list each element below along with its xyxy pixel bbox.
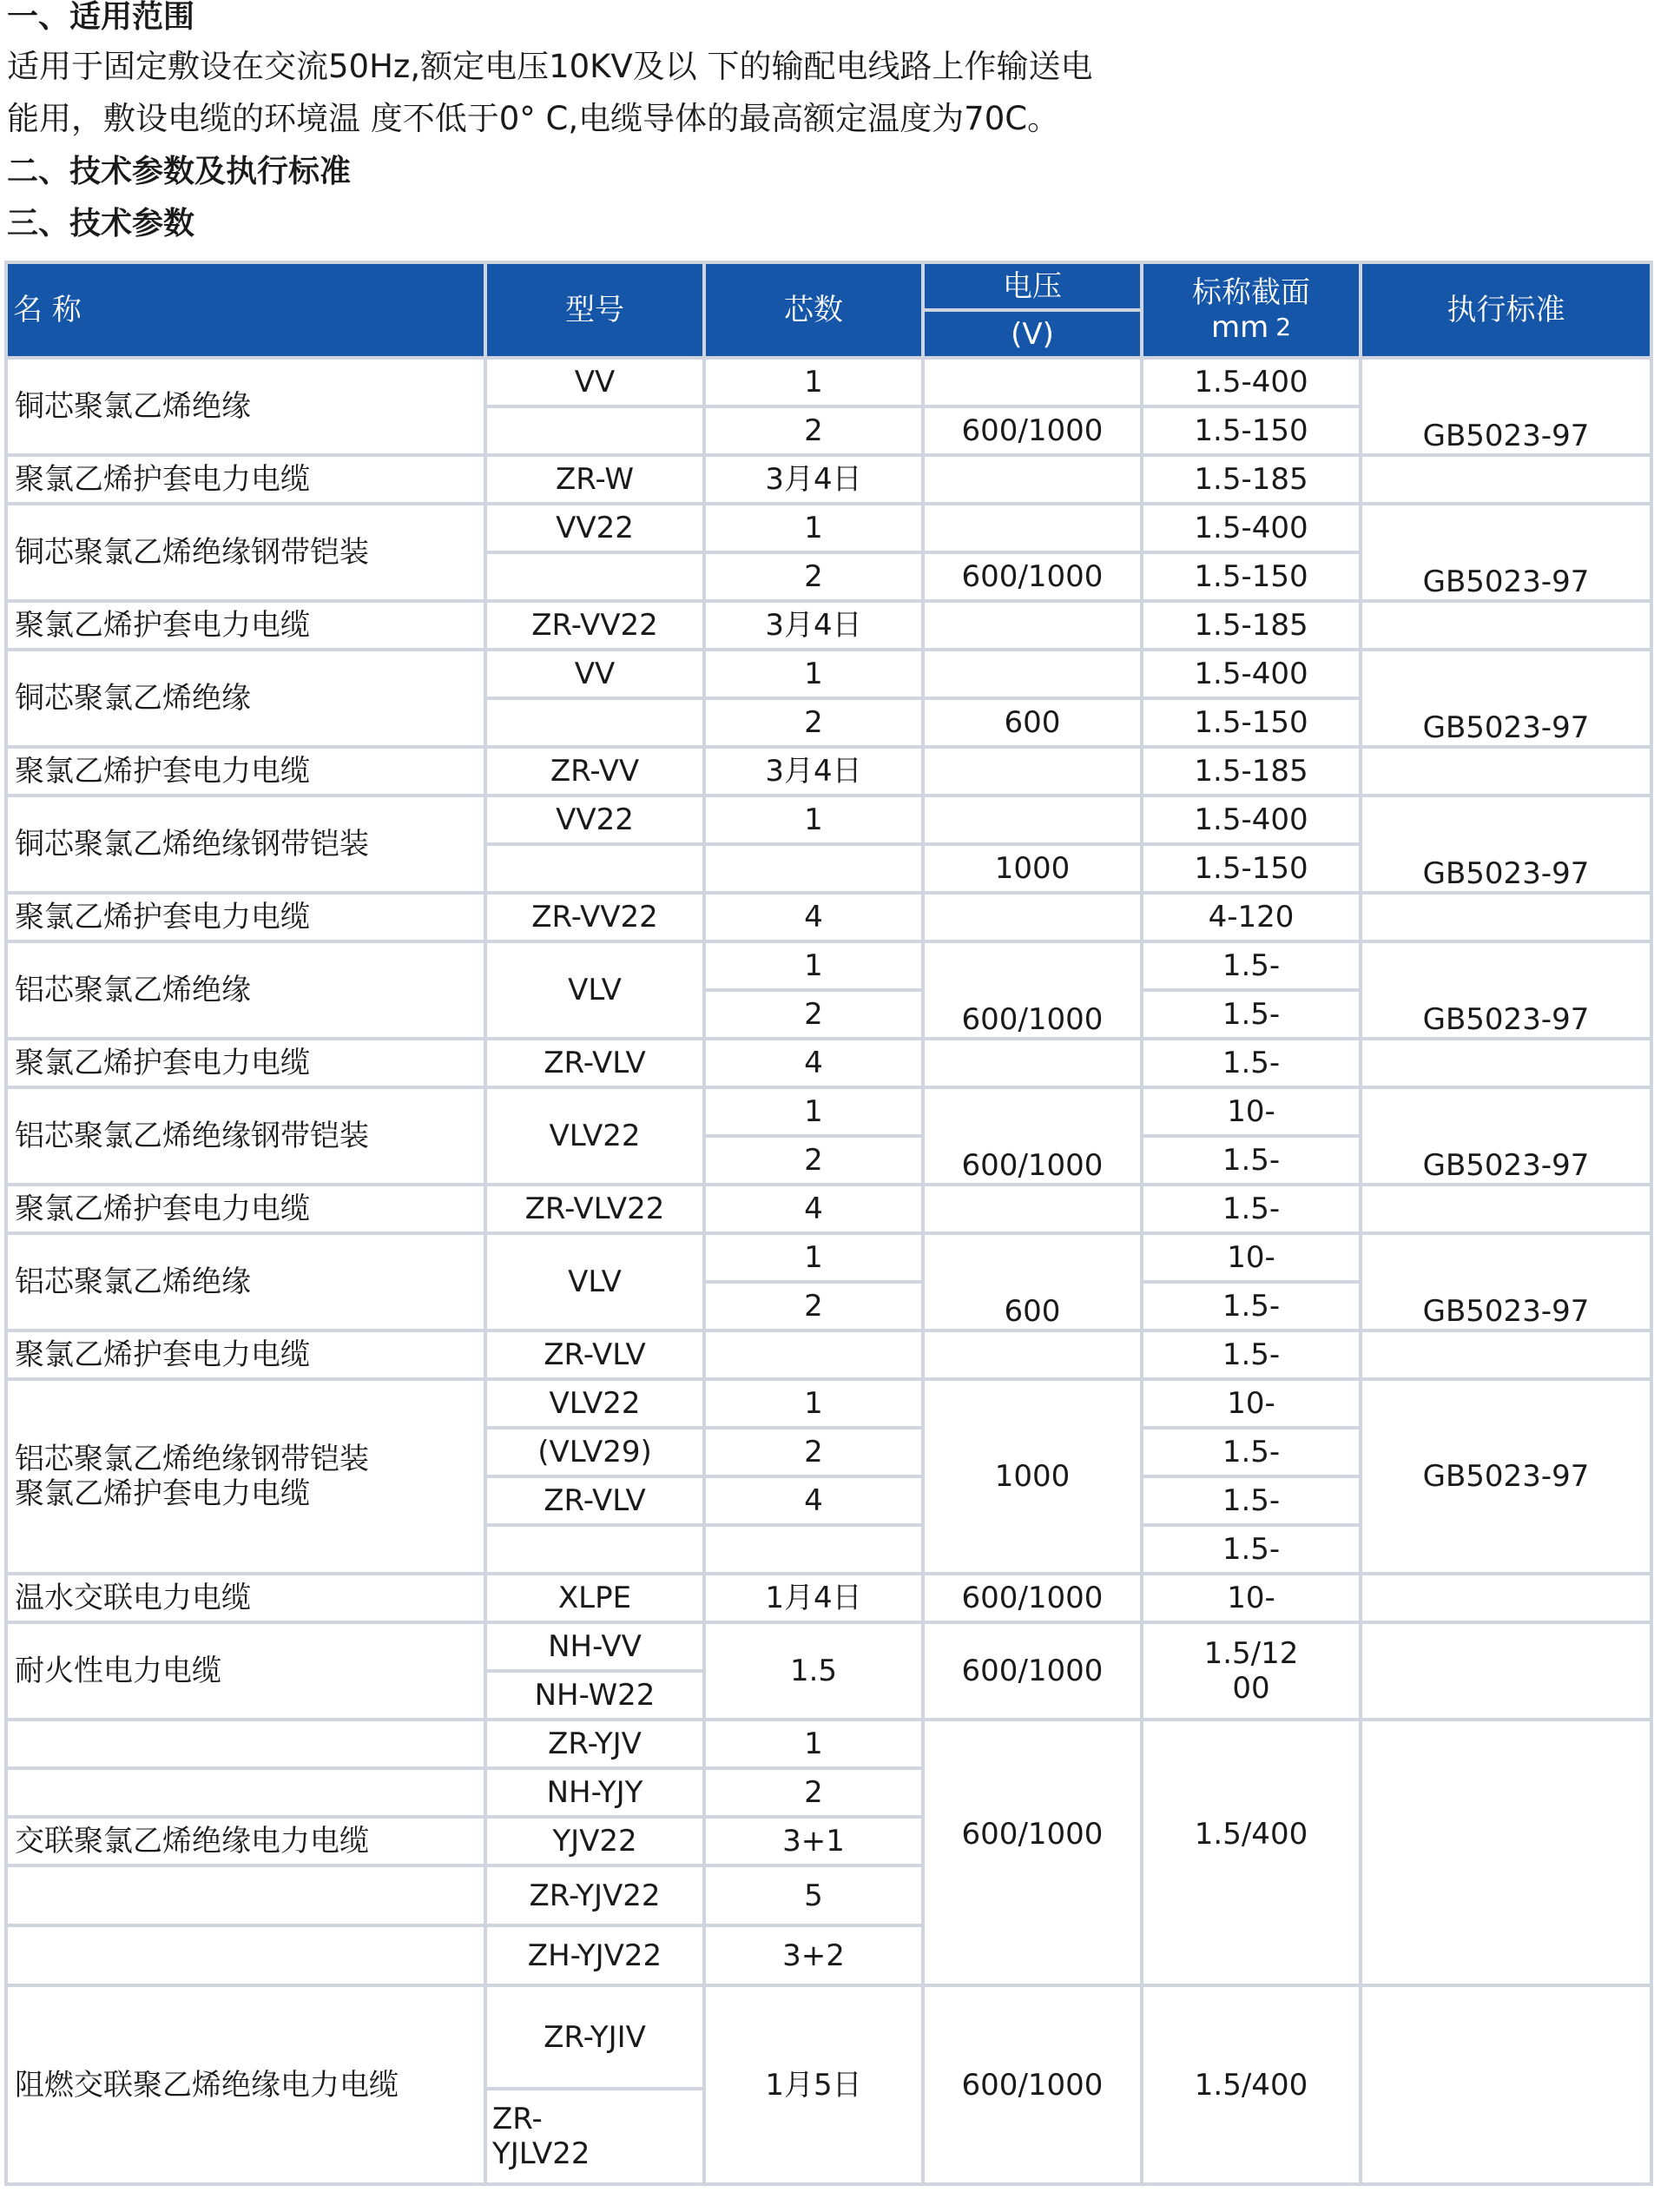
table-row bbox=[6, 601, 1651, 650]
cell-section: 1.5-400 bbox=[1142, 650, 1361, 698]
cell-cores: 2 bbox=[704, 698, 923, 747]
cell-name bbox=[6, 1379, 485, 1574]
header-standard: 执行标准 bbox=[1361, 262, 1651, 358]
cell-section: 1.5/400 bbox=[1142, 1985, 1361, 2184]
table-row bbox=[6, 358, 1651, 406]
cell-voltage bbox=[923, 1039, 1142, 1087]
cell-section: 10- bbox=[1142, 1087, 1361, 1136]
cell-section-line2: 00 bbox=[1232, 1671, 1270, 1706]
table-row bbox=[6, 1574, 1651, 1622]
table-header bbox=[6, 262, 1651, 358]
cell-voltage bbox=[923, 893, 1142, 941]
cell-section: 1.5-400 bbox=[1142, 796, 1361, 844]
cell-cores: 4 bbox=[704, 1039, 923, 1087]
cell-cores: 1月5日 bbox=[704, 1985, 923, 2184]
cell-name: 铝芯聚氯乙烯绝缘钢带铠装 bbox=[6, 1087, 485, 1185]
cell-model: ZR-YJV bbox=[485, 1720, 704, 1768]
cell-model: NH-VV bbox=[485, 1622, 704, 1671]
cell-model: ZR-VV bbox=[485, 747, 704, 796]
cell-cores bbox=[704, 844, 923, 893]
cell-voltage: 600/1000 bbox=[923, 1985, 1142, 2184]
table-row bbox=[6, 504, 1651, 552]
cell-cores: 1 bbox=[704, 504, 923, 552]
table-row bbox=[6, 1379, 1651, 1428]
table-row bbox=[6, 1720, 1651, 1768]
cell-standard bbox=[1361, 1574, 1651, 1622]
cell-section: 1.5-400 bbox=[1142, 358, 1361, 406]
cell-section: 1.5- bbox=[1142, 1525, 1361, 1574]
cell-standard bbox=[1361, 601, 1651, 650]
cell-name bbox=[6, 1925, 485, 1985]
table-row bbox=[6, 893, 1651, 941]
cell-section: 1.5- bbox=[1142, 1185, 1361, 1233]
header-voltage-unit: (V) bbox=[923, 310, 1142, 358]
cell-model: (VLV29) bbox=[485, 1428, 704, 1476]
header-section-label: 标称截面 bbox=[1192, 275, 1310, 310]
cell-model: NH-YJY bbox=[485, 1768, 704, 1817]
header-name: 名 称 bbox=[6, 262, 485, 358]
table-row bbox=[6, 455, 1651, 504]
cell-model: ZR-W bbox=[485, 455, 704, 504]
cell-model: VV22 bbox=[485, 504, 704, 552]
cell-model: XLPE bbox=[485, 1574, 704, 1622]
header-section-unit-line bbox=[1143, 310, 1359, 345]
cell-voltage: 600/1000 bbox=[923, 1720, 1142, 1985]
cell-voltage: 600/1000 bbox=[923, 406, 1142, 455]
table-row bbox=[6, 1087, 1651, 1136]
cell-section: 1.5-150 bbox=[1142, 552, 1361, 601]
cell-cores: 5 bbox=[704, 1865, 923, 1925]
cell-standard bbox=[1361, 455, 1651, 504]
cell-voltage: 600/1000 bbox=[923, 941, 1142, 1039]
cell-voltage bbox=[923, 1331, 1142, 1379]
table-body bbox=[6, 358, 1651, 2184]
cell-voltage: 600/1000 bbox=[923, 1622, 1142, 1720]
cell-voltage: 600/1000 bbox=[923, 1087, 1142, 1185]
cell-section: 1.5/400 bbox=[1142, 1720, 1361, 1985]
scope-text-line2: 能用，敷设电缆的环境温 度不低于0° C,电缆导体的最高额定温度为70C。 bbox=[7, 100, 1060, 137]
cell-standard: GB5023-97 bbox=[1361, 1087, 1651, 1185]
cell-cores: 3月4日 bbox=[704, 601, 923, 650]
cell-name-line2: 聚氯乙烯护套电力电缆 bbox=[15, 1476, 310, 1511]
cell-name: 聚氯乙烯护套电力电缆 bbox=[6, 601, 485, 650]
cell-model: ZR-VV22 bbox=[485, 601, 704, 650]
section-heading-params-standard: 二、技术参数及执行标准 bbox=[7, 154, 352, 189]
cell-voltage: 600 bbox=[923, 1233, 1142, 1331]
cell-standard bbox=[1361, 1331, 1651, 1379]
cell-cores: 2 bbox=[704, 1136, 923, 1185]
cell-section: 1.5- bbox=[1142, 1476, 1361, 1525]
cell-cores: 3+1 bbox=[704, 1817, 923, 1865]
cell-name: 聚氯乙烯护套电力电缆 bbox=[6, 747, 485, 796]
cell-name: 交联聚氯乙烯绝缘电力电缆 bbox=[6, 1817, 485, 1865]
table-row bbox=[6, 941, 1651, 990]
cell-cores: 1 bbox=[704, 650, 923, 698]
cell-name-line1: 铝芯聚氯乙烯绝缘钢带铠装 bbox=[15, 1442, 369, 1476]
cell-cores: 4 bbox=[704, 893, 923, 941]
cell-model: ZR-VLV bbox=[485, 1331, 704, 1379]
cell-model: YJV22 bbox=[485, 1817, 704, 1865]
cell-name: 聚氯乙烯护套电力电缆 bbox=[6, 455, 485, 504]
cell-voltage: 600/1000 bbox=[923, 552, 1142, 601]
cell-cores: 2 bbox=[704, 406, 923, 455]
cell-cores: 2 bbox=[704, 1428, 923, 1476]
cell-standard bbox=[1361, 1039, 1651, 1087]
cell-cores: 1 bbox=[704, 941, 923, 990]
cell-name: 阻燃交联聚乙烯绝缘电力电缆 bbox=[6, 1985, 485, 2184]
cell-section-line1: 1.5/12 bbox=[1203, 1636, 1299, 1671]
cell-cores bbox=[704, 1525, 923, 1574]
cell-section bbox=[1142, 1622, 1361, 1720]
cell-cores: 1 bbox=[704, 358, 923, 406]
cell-cores: 1 bbox=[704, 796, 923, 844]
cell-name: 聚氯乙烯护套电力电缆 bbox=[6, 893, 485, 941]
cell-voltage bbox=[923, 358, 1142, 406]
cell-cores: 4 bbox=[704, 1185, 923, 1233]
cell-model bbox=[485, 552, 704, 601]
table-row bbox=[6, 1331, 1651, 1379]
cell-voltage: 600/1000 bbox=[923, 1574, 1142, 1622]
cell-cores: 1 bbox=[704, 1720, 923, 1768]
cell-standard: GB5023-97 bbox=[1361, 358, 1651, 455]
cell-model: VV bbox=[485, 358, 704, 406]
cell-standard bbox=[1361, 893, 1651, 941]
cell-model: ZR-VLV bbox=[485, 1039, 704, 1087]
cell-voltage bbox=[923, 504, 1142, 552]
cell-model: ZR-YJIV bbox=[485, 1985, 704, 2089]
cell-cores: 1 bbox=[704, 1379, 923, 1428]
cell-model: VLV22 bbox=[485, 1087, 704, 1185]
cell-cores: 2 bbox=[704, 552, 923, 601]
cell-section: 1.5-150 bbox=[1142, 698, 1361, 747]
cell-section: 1.5- bbox=[1142, 1039, 1361, 1087]
cell-voltage bbox=[923, 747, 1142, 796]
table-row bbox=[6, 796, 1651, 844]
table-row bbox=[6, 1622, 1651, 1671]
cell-standard bbox=[1361, 1622, 1651, 1720]
cell-cores bbox=[704, 1331, 923, 1379]
table-row bbox=[6, 747, 1651, 796]
cell-section: 10- bbox=[1142, 1574, 1361, 1622]
cell-name: 温水交联电力电缆 bbox=[6, 1574, 485, 1622]
cell-model: VLV22 bbox=[485, 1379, 704, 1428]
cell-model: ZR-VV22 bbox=[485, 893, 704, 941]
cell-model: VLV bbox=[485, 1233, 704, 1331]
cell-voltage: 600 bbox=[923, 698, 1142, 747]
scope-text-line1: 适用于固定敷设在交流50Hz,额定电压10KV及以 下的输配电线路上作输送电 bbox=[7, 48, 1093, 85]
spec-table bbox=[4, 261, 1650, 2186]
cell-model bbox=[485, 844, 704, 893]
cell-section: 10- bbox=[1142, 1379, 1361, 1428]
cell-standard: GB5023-97 bbox=[1361, 1379, 1651, 1574]
cell-cores: 3月4日 bbox=[704, 455, 923, 504]
cell-model-line1: ZR- bbox=[492, 2102, 543, 2136]
cell-voltage bbox=[923, 650, 1142, 698]
cell-model: ZR-VLV22 bbox=[485, 1185, 704, 1233]
cell-section: 1.5-400 bbox=[1142, 504, 1361, 552]
cell-cores: 2 bbox=[704, 1768, 923, 1817]
cell-standard bbox=[1361, 747, 1651, 796]
table-row bbox=[6, 1985, 1651, 2089]
cell-section: 1.5- bbox=[1142, 990, 1361, 1039]
cell-cores: 3+2 bbox=[704, 1925, 923, 1985]
header-cores: 芯数 bbox=[704, 262, 923, 358]
cell-section: 1.5-185 bbox=[1142, 455, 1361, 504]
cell-voltage bbox=[923, 1185, 1142, 1233]
cell-model bbox=[485, 2089, 704, 2184]
cell-voltage bbox=[923, 455, 1142, 504]
cell-standard: GB5023-97 bbox=[1361, 1233, 1651, 1331]
cell-name bbox=[6, 1720, 485, 1768]
cell-model: VLV bbox=[485, 941, 704, 1039]
cell-section: 4-120 bbox=[1142, 893, 1361, 941]
cell-name: 铝芯聚氯乙烯绝缘 bbox=[6, 1233, 485, 1331]
cell-section: 10- bbox=[1142, 1233, 1361, 1282]
cell-section: 1.5-150 bbox=[1142, 406, 1361, 455]
cell-name: 铜芯聚氯乙烯绝缘 bbox=[6, 358, 485, 455]
cell-standard bbox=[1361, 1720, 1651, 1985]
cell-section: 1.5- bbox=[1142, 1331, 1361, 1379]
cell-section: 1.5-150 bbox=[1142, 844, 1361, 893]
cell-standard: GB5023-97 bbox=[1361, 504, 1651, 601]
cell-standard bbox=[1361, 1185, 1651, 1233]
cell-model bbox=[485, 1525, 704, 1574]
table-row bbox=[6, 1233, 1651, 1282]
cell-cores: 1 bbox=[704, 1087, 923, 1136]
cell-cores: 2 bbox=[704, 990, 923, 1039]
cell-cores: 3月4日 bbox=[704, 747, 923, 796]
cell-standard: GB5023-97 bbox=[1361, 650, 1651, 747]
cell-name: 铜芯聚氯乙烯绝缘钢带铠装 bbox=[6, 504, 485, 601]
cell-section: 1.5-185 bbox=[1142, 747, 1361, 796]
cell-name: 聚氯乙烯护套电力电缆 bbox=[6, 1331, 485, 1379]
cell-standard bbox=[1361, 1985, 1651, 2184]
cell-section: 1.5- bbox=[1142, 1282, 1361, 1331]
table-row bbox=[6, 1185, 1651, 1233]
cell-model-line2: YJLV22 bbox=[492, 2136, 590, 2171]
cell-standard: GB5023-97 bbox=[1361, 796, 1651, 893]
cell-model: NH-W22 bbox=[485, 1671, 704, 1720]
cell-name: 铜芯聚氯乙烯绝缘 bbox=[6, 650, 485, 747]
cell-name: 聚氯乙烯护套电力电缆 bbox=[6, 1185, 485, 1233]
cell-model: ZR-YJV22 bbox=[485, 1865, 704, 1925]
cell-cores: 1月4日 bbox=[704, 1574, 923, 1622]
cell-model: ZH-YJV22 bbox=[485, 1925, 704, 1985]
cell-cores: 1 bbox=[704, 1233, 923, 1282]
cell-standard: GB5023-97 bbox=[1361, 941, 1651, 1039]
cell-name: 铜芯聚氯乙烯绝缘钢带铠装 bbox=[6, 796, 485, 893]
cell-model: VV bbox=[485, 650, 704, 698]
cell-voltage: 1000 bbox=[923, 1379, 1142, 1574]
cell-voltage bbox=[923, 796, 1142, 844]
cell-cores: 1.5 bbox=[704, 1622, 923, 1720]
table-row bbox=[6, 1039, 1651, 1087]
cell-model: ZR-VLV bbox=[485, 1476, 704, 1525]
header-section bbox=[1142, 262, 1361, 358]
cell-voltage: 1000 bbox=[923, 844, 1142, 893]
table-row bbox=[6, 650, 1651, 698]
cell-name: 耐火性电力电缆 bbox=[6, 1622, 485, 1720]
cell-name bbox=[6, 1865, 485, 1925]
section-heading-scope: 一、适用范围 bbox=[7, 0, 195, 35]
header-voltage: 电压 bbox=[923, 262, 1142, 310]
cell-model bbox=[485, 698, 704, 747]
cell-section: 1.5-185 bbox=[1142, 601, 1361, 650]
cell-model: VV22 bbox=[485, 796, 704, 844]
cell-name bbox=[6, 1768, 485, 1817]
header-section-unit: mm bbox=[1210, 310, 1269, 345]
header-section-sup: 2 bbox=[1275, 313, 1292, 341]
cell-section: 1.5- bbox=[1142, 1428, 1361, 1476]
cell-cores: 4 bbox=[704, 1476, 923, 1525]
cell-voltage bbox=[923, 601, 1142, 650]
cell-section: 1.5- bbox=[1142, 941, 1361, 990]
header-model: 型号 bbox=[485, 262, 704, 358]
cell-model bbox=[485, 406, 704, 455]
section-heading-params: 三、技术参数 bbox=[7, 206, 195, 241]
cell-name: 聚氯乙烯护套电力电缆 bbox=[6, 1039, 485, 1087]
cell-name: 铝芯聚氯乙烯绝缘 bbox=[6, 941, 485, 1039]
cell-section: 1.5- bbox=[1142, 1136, 1361, 1185]
cell-cores: 2 bbox=[704, 1282, 923, 1331]
